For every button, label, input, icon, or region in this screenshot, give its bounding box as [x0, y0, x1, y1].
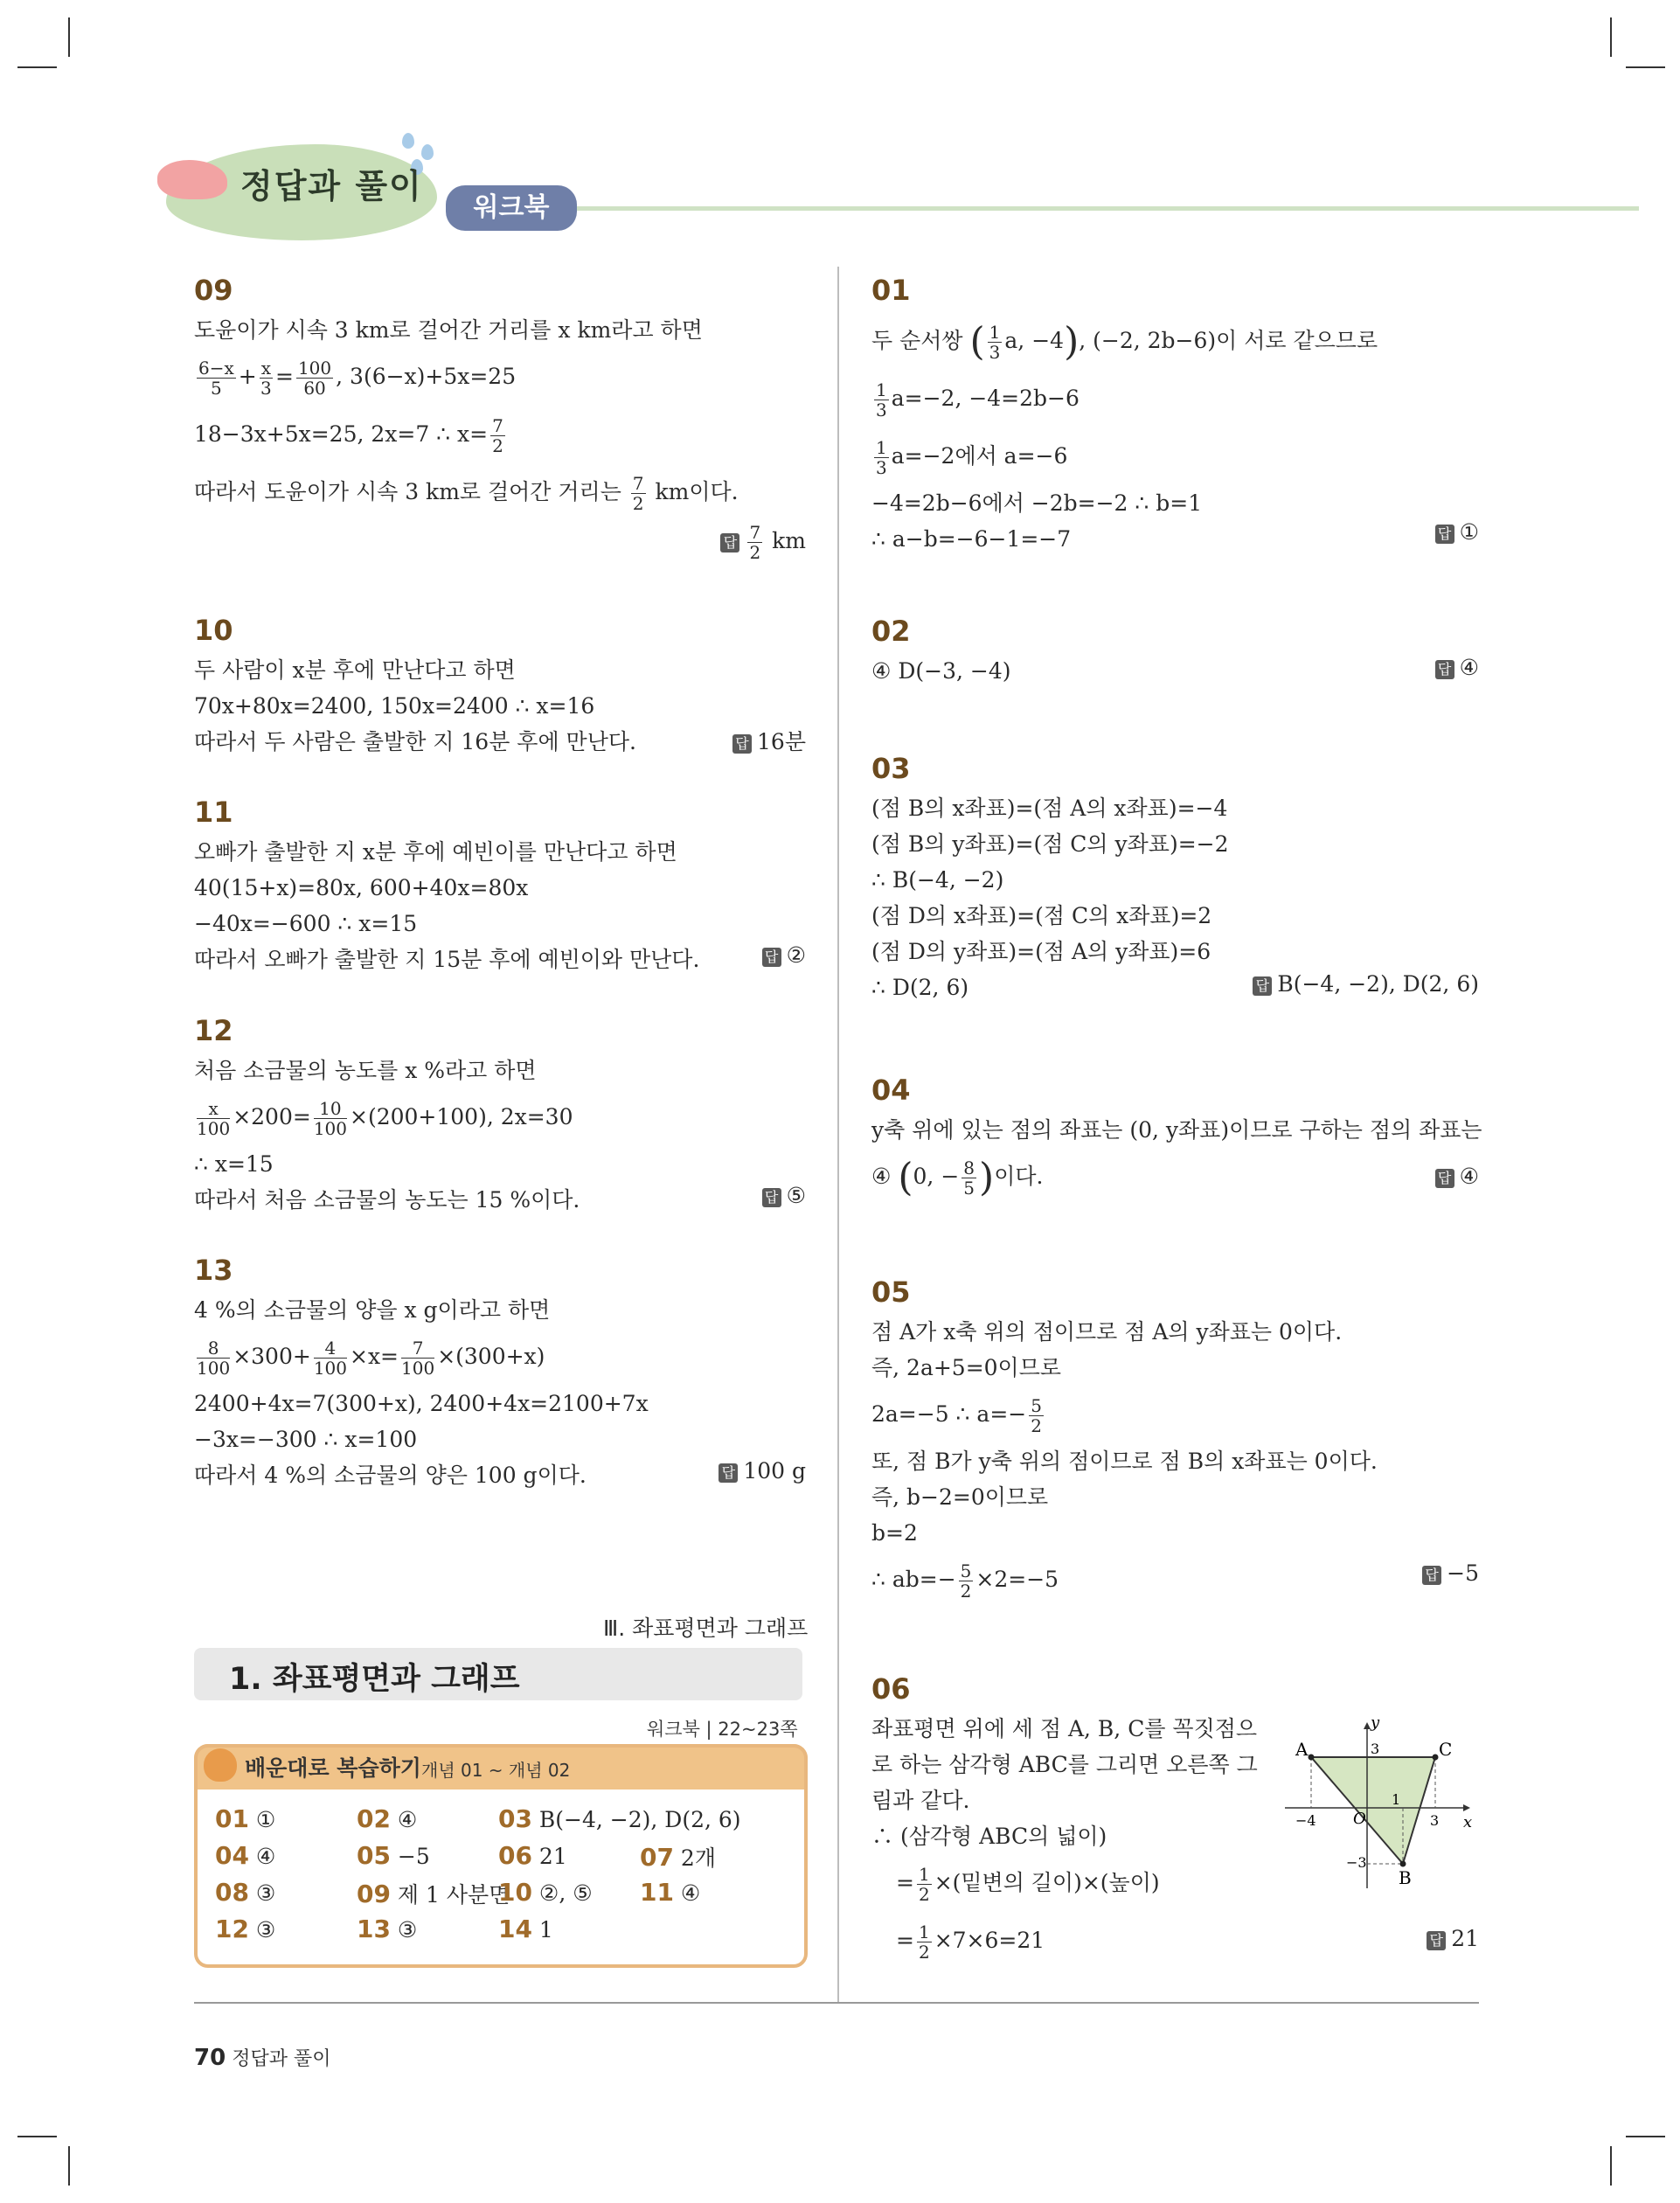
review-item: 11 ④	[640, 1878, 701, 1907]
answer: 답 ⑤	[762, 1183, 806, 1208]
answer-badge-icon: 답	[1435, 660, 1454, 679]
review-item: 01 ①	[215, 1804, 276, 1833]
answer-badge-icon: 답	[1422, 1566, 1441, 1585]
triangle-abc	[1311, 1757, 1435, 1864]
problem-04	[871, 1074, 1482, 1206]
crop-mark	[17, 2136, 57, 2137]
point-a	[1309, 1755, 1315, 1761]
tick-3: 3	[1371, 1741, 1380, 1757]
y-axis-label: y	[1371, 1713, 1380, 1732]
problem-number: 09	[194, 274, 233, 307]
text-line: 도윤이가 시속 3 km로 걸어간 거리를 x km라고 하면	[194, 317, 703, 343]
tick-x-3: 3	[1430, 1812, 1440, 1829]
equation-line: ∴ x=15	[194, 1151, 274, 1177]
answer: 답 −5	[1422, 1560, 1479, 1586]
problem-number: 06	[871, 1672, 911, 1706]
equation-line: −4=2b−6에서 −2b=−2 ∴ b=1	[871, 490, 1203, 516]
crop-mark	[1626, 2136, 1665, 2137]
column-divider	[837, 267, 839, 2002]
fraction: $\frac{5}{2}$	[1031, 1395, 1042, 1436]
answer-badge-icon: 답	[720, 533, 739, 552]
fraction: $\frac{10}{100}$	[313, 1098, 347, 1139]
answer-badge-icon: 답	[1435, 525, 1454, 544]
problem-13	[194, 1254, 806, 1493]
problem-12	[194, 1014, 806, 1218]
answer-badge-icon: 답	[719, 1463, 738, 1483]
tick-minus-3: −3	[1346, 1854, 1367, 1871]
answer: 답 $\frac{7}{2}$ km	[720, 523, 806, 562]
point-c	[1433, 1755, 1439, 1761]
text-line: ④ (0, − $\frac{8}{5}$ )이다.	[871, 1155, 1044, 1200]
x-axis-arrow-icon	[1463, 1804, 1470, 1811]
problem-11	[194, 796, 806, 977]
water-drop-icon	[402, 133, 414, 149]
point-b	[1400, 1861, 1406, 1867]
equation-line: $\frac{x}{100}$ ×200= $\frac{10}{100}$ ×(200+100), 2x=30	[197, 1098, 573, 1139]
tick-1: 1	[1392, 1791, 1401, 1808]
fraction: $\frac{1}{3}$	[876, 379, 887, 420]
fraction: $\frac{100}{60}$	[297, 358, 332, 399]
problem-02	[871, 615, 1479, 689]
answer: 답 100 g	[719, 1458, 806, 1484]
fraction: $\frac{1}{2}$	[918, 1864, 930, 1905]
review-item: 09 제 1 사분면	[357, 1880, 510, 1908]
text-line: ∴ (삼각형 ABC의 넓이)	[871, 1824, 1107, 1849]
text-line: 4 %의 소금물의 양을 x g이라고 하면	[194, 1297, 551, 1323]
text-line: 로 하는 삼각형 ABC를 그리면 오른쪽 그	[871, 1752, 1258, 1777]
fraction: $\frac{8}{5}$	[963, 1157, 975, 1199]
review-item: 02 ④	[357, 1804, 418, 1833]
whale-icon	[157, 160, 227, 199]
equation-line: 40(15+x)=80x, 600+40x=80x	[194, 875, 529, 900]
fraction: $\frac{6-x}{5}$	[198, 358, 234, 399]
footer-label: 정답과 풀이	[232, 2048, 331, 2070]
text-line: 두 사람이 x분 후에 만난다고 하면	[194, 657, 516, 683]
problem-03	[871, 752, 1479, 1005]
review-item: 12 ③	[215, 1915, 276, 1943]
problem-number: 11	[194, 796, 233, 829]
fraction: $\frac{7}{100}$	[401, 1338, 435, 1379]
footer-rule	[194, 2002, 1479, 2004]
fraction: $\frac{1}{3}$	[989, 322, 1001, 363]
label-o: O	[1353, 1810, 1366, 1828]
text-line: 따라서 도윤이가 시속 3 km로 걸어간 거리는 $\frac{7}{2}$ km이다.	[194, 473, 739, 514]
text-line: 또, 점 B가 y축 위의 점이므로 점 B의 x좌표는 0이다.	[871, 1449, 1378, 1474]
review-title: 배운대로 복습하기	[245, 1755, 421, 1781]
equation-line: b=2	[871, 1520, 918, 1546]
text-line: 따라서 처음 소금물의 농도는 15 %이다.	[194, 1187, 580, 1213]
text-line: ∴ B(−4, −2)	[871, 867, 1004, 893]
x-axis-label: x	[1463, 1813, 1473, 1831]
equation-line: $\frac{1}{3}$ a=−2, −4=2b−6	[876, 379, 1080, 420]
review-item: 04 ④	[215, 1841, 276, 1870]
text-line: 따라서 두 사람은 출발한 지 16분 후에 만난다.	[194, 729, 636, 754]
text-line: (점 B의 x좌표)=(점 A의 x좌표)=−4	[871, 796, 1228, 821]
answer-badge-icon: 답	[732, 734, 752, 754]
header-rule	[559, 206, 1639, 211]
equation-line: $\frac{8}{100}$ ×300+ $\frac{4}{100}$ ×x= $\frac{7}{100}$ ×(300+x)	[197, 1338, 545, 1379]
problem-05	[871, 1275, 1479, 1609]
text-line: 즉, b−2=0이므로	[871, 1484, 1049, 1510]
answer: 답 ②	[762, 942, 806, 968]
equation-line: 70x+80x=2400, 150x=2400 ∴ x=16	[194, 693, 595, 719]
review-item: 13 ③	[357, 1915, 418, 1943]
text-line: (점 B의 y좌표)=(점 C의 y좌표)=−2	[871, 831, 1229, 857]
problem-09	[194, 274, 806, 563]
fox-icon	[204, 1748, 237, 1782]
equation-line: −3x=−300 ∴ x=100	[194, 1427, 418, 1452]
equation-line: ∴ ab=− $\frac{5}{2}$ ×2=−5	[871, 1560, 1059, 1602]
label-b: B	[1399, 1867, 1412, 1888]
text-line: 림과 같다.	[871, 1788, 970, 1813]
answer-badge-icon: 답	[762, 1188, 781, 1207]
answer: 답 ①	[1435, 519, 1479, 545]
fraction: $\frac{7}{2}$	[749, 522, 761, 563]
crop-mark	[1610, 17, 1612, 57]
fraction: $\frac{x}{3}$	[260, 358, 272, 399]
text-line: 처음 소금물의 농도를 x %라고 하면	[194, 1058, 537, 1083]
crop-mark	[68, 17, 70, 57]
text-line: ∴ D(2, 6)	[871, 975, 969, 1000]
fraction: $\frac{8}{100}$	[197, 1338, 231, 1379]
review-item: 07 2개	[640, 1843, 716, 1872]
problem-number: 12	[194, 1014, 233, 1047]
problem-number: 02	[871, 615, 911, 648]
fraction: $\frac{1}{2}$	[918, 1922, 930, 1963]
answer: 답 B(−4, −2), D(2, 6)	[1253, 971, 1479, 997]
text-line: ④ D(−3, −4)	[871, 658, 1011, 684]
fraction: $\frac{1}{3}$	[876, 437, 887, 478]
answer-badge-icon: 답	[1253, 976, 1272, 996]
workbook-reference: 워크북 | 22~23쪽	[647, 1719, 798, 1740]
review-subtitle: 개념 01 ~ 개념 02	[421, 1760, 571, 1781]
tick-minus-4: −4	[1295, 1812, 1316, 1829]
text-line: 점 A가 x축 위의 점이므로 점 A의 y좌표는 0이다.	[871, 1319, 1343, 1345]
crop-mark	[17, 66, 57, 68]
fraction: $\frac{7}{2}$	[632, 473, 644, 514]
footer	[194, 2044, 330, 2071]
answer: 답 16분	[732, 725, 806, 756]
fraction: $\frac{4}{100}$	[313, 1338, 347, 1379]
equation-line: $\frac{6-x}{5}$ + $\frac{x}{3}$ = $\frac{100}{60}$ , 3(6−x)+5x=25	[198, 358, 517, 399]
review-item: 08 ③	[215, 1878, 276, 1907]
equation-line: ∴ a−b=−6−1=−7	[871, 526, 1072, 552]
answer-badge-icon: 답	[762, 948, 781, 967]
y-axis-arrow-icon	[1364, 1722, 1371, 1729]
text-line: 오빠가 출발한 지 x분 후에 예빈이를 만난다고 하면	[194, 839, 677, 865]
fraction: $\frac{7}{2}$	[492, 415, 503, 456]
review-item: 10 ②, ⑤	[498, 1878, 593, 1907]
label-c: C	[1439, 1739, 1453, 1760]
review-item: 14 1	[498, 1915, 553, 1943]
text-line: 따라서 오빠가 출발한 지 15분 후에 예빈이와 만난다.	[194, 947, 700, 972]
label-a: A	[1295, 1739, 1309, 1760]
problem-10	[194, 614, 806, 760]
text-line: y축 위에 있는 점의 좌표는 (0, y좌표)이므로 구하는 점의 좌표는	[871, 1117, 1482, 1143]
review-item: 05 −5	[357, 1841, 430, 1870]
header-title: 정답과 풀이	[240, 167, 423, 205]
answer-badge-icon: 답	[1435, 1169, 1454, 1188]
crop-mark	[1610, 2146, 1612, 2186]
problem-number: 10	[194, 614, 233, 647]
problem-number: 04	[871, 1074, 911, 1107]
problem-01	[871, 274, 1479, 557]
equation-line: = $\frac{1}{2}$ ×(밑변의 길이)×(높이)	[896, 1864, 1160, 1905]
answer: 답 ④	[1435, 655, 1479, 680]
equation-line: 18−3x+5x=25, 2x=7 ∴ x= $\frac{7}{2}$	[194, 415, 503, 456]
problem-number: 13	[194, 1254, 233, 1287]
review-item: 03 B(−4, −2), D(2, 6)	[498, 1804, 741, 1833]
chapter-title: 1. 좌표평면과 그래프	[229, 1662, 520, 1697]
problem-number: 03	[871, 752, 911, 785]
fraction: $\frac{5}{2}$	[960, 1560, 972, 1602]
crop-mark	[1626, 66, 1665, 68]
text-line: 두 순서쌍 ( $\frac{1}{3}$ a, −4), (−2, 2b−6)이 서로 같으므로	[871, 319, 1378, 365]
text-line: (점 D의 x좌표)=(점 C의 x좌표)=2	[871, 903, 1212, 928]
crop-mark	[68, 2146, 70, 2186]
water-drop-icon	[421, 144, 434, 160]
equation-line: = $\frac{1}{2}$ ×7×6=21	[896, 1922, 1045, 1963]
workbook-tab: 워크북	[446, 185, 577, 231]
review-item: 06 21	[498, 1841, 567, 1870]
page-number: 70	[194, 2045, 226, 2071]
problem-number: 05	[871, 1275, 911, 1309]
problem-number: 01	[871, 274, 911, 307]
equation-line: $\frac{1}{3}$ a=−2에서 a=−6	[876, 437, 1068, 478]
coordinate-graph	[1276, 1713, 1486, 1897]
answer-badge-icon: 답	[1427, 1931, 1446, 1950]
equation-line: −40x=−600 ∴ x=15	[194, 911, 418, 936]
answer: 답 ④	[1435, 1164, 1479, 1189]
equation-line: 2a=−5 ∴ a=− $\frac{5}{2}$	[871, 1395, 1042, 1436]
text-line: 좌표평면 위에 세 점 A, B, C를 꼭짓점으	[871, 1716, 1258, 1741]
text-line: 즉, 2a+5=0이므로	[871, 1355, 1062, 1380]
answer: 답 21	[1427, 1926, 1479, 1951]
text-line: 따라서 4 %의 소금물의 양은 100 g이다.	[194, 1463, 587, 1488]
fraction: $\frac{x}{100}$	[197, 1098, 231, 1139]
chapter-subtitle: Ⅲ. 좌표평면과 그래프	[603, 1616, 809, 1641]
equation-line: 2400+4x=7(300+x), 2400+4x=2100+7x	[194, 1391, 649, 1416]
text-line: (점 D의 y좌표)=(점 A의 y좌표)=6	[871, 939, 1211, 964]
